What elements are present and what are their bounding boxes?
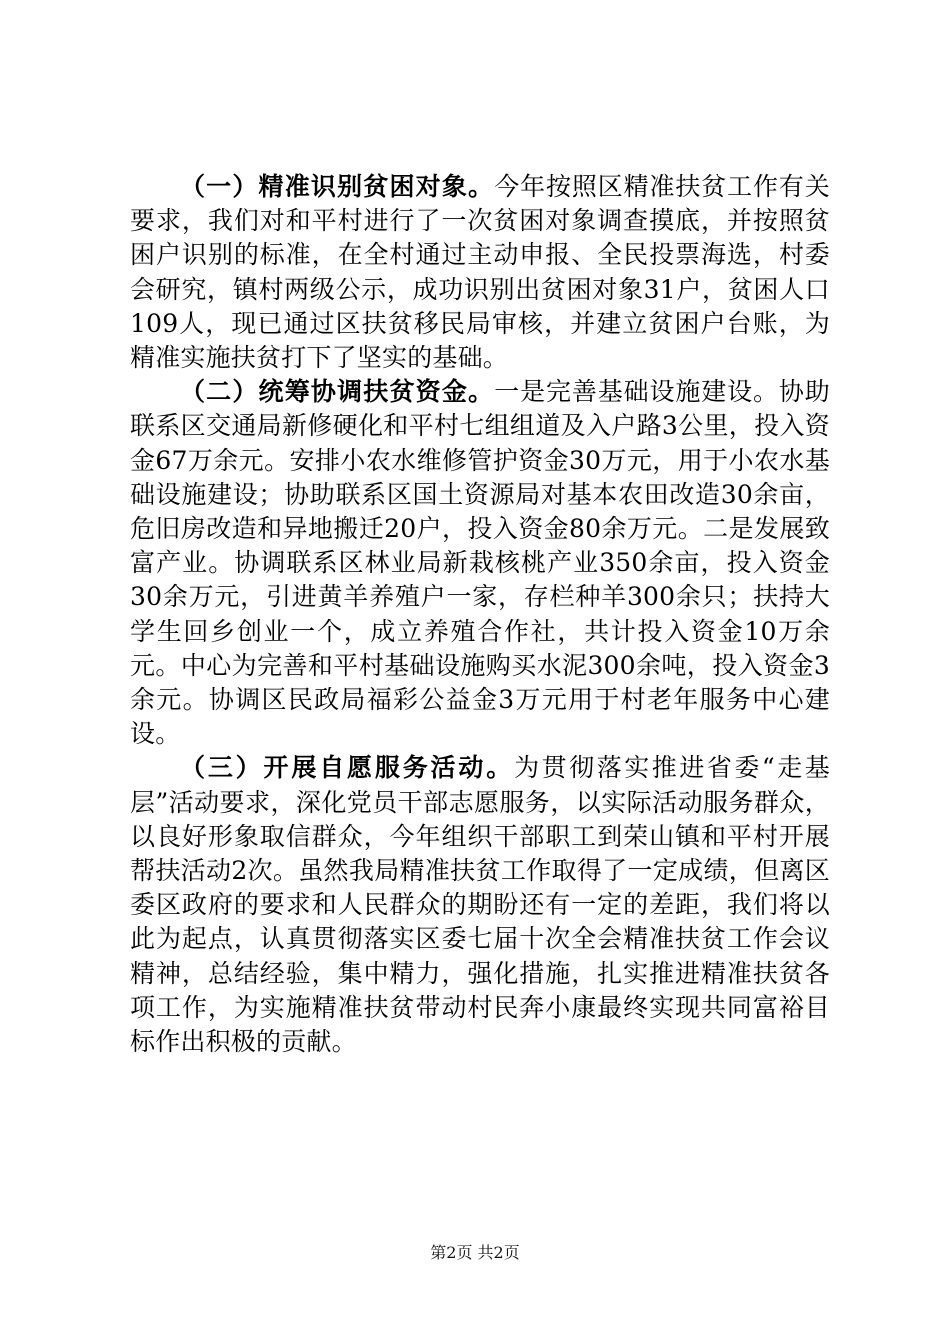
paragraph-text: 今年按照区精准扶贫工作有关要求，我们对和平村进行了一次贫困对象调查摸底，并按照贫困户识别的标准，在全村通过主动申报、全民投票海选，村委会研究，镇村两级公示，成功识别出贫困对象31户，贫困人口109人，现已通过区扶贫移民局审核，并建立贫困户台账，为精准实施扶贫打下了坚实的基础。 — [130, 172, 830, 373]
document-body — [130, 170, 830, 1059]
paragraph-identify-poor — [130, 170, 830, 375]
paragraph-text: 一是完善基础设施建设。协助联系区交通局新修硬化和平村七组组道及入户路3公里，投入资金67万余元。安排小农水维修管护资金30万元，用于小农水基础设施建设；协助联系区国土资源局对基本农田改造30余亩，危旧房改造和异地搬迁20户，投入资金80余万元。二是发展致富产业。协调联系区林业局新栽核桃产业350余亩，投入资金30余万元，引进黄羊养殖户一家，存栏种羊300余只；扶持大学生回乡创业一个，成立养殖合作社，共计投入资金10万余元。中心为完善和平村基础设施购买水泥300余吨，投入资金3余元。协调区民政局福彩公益金3万元用于村老年服务中心建设。 — [130, 377, 830, 749]
page-number-footer: 第2页 共2页 — [430, 1243, 520, 1262]
paragraph-volunteer-service — [130, 751, 830, 1059]
paragraph-heading: （一）精准识别贫困对象。 — [180, 172, 495, 201]
paragraph-heading: （二）统筹协调扶贫资金。 — [180, 377, 495, 407]
paragraph-text: 为贯彻落实推进省委“走基层”活动要求，深化党员干部志愿服务，以实际活动服务群众，以良好形象取信群众，今年组织干部职工到荣山镇和平村开展帮扶活动2次。虽然我局精准扶贫工作取得了一定成绩，但离区委区政府的要求和人民群众的期盼还有一定的差距，我们将以此为起点，认真贯彻落实区委七届十次全会精准扶贫工作会议精神，总结经验，集中精力，强化措施，扎实推进精准扶贫各项工作，为实施精准扶贫带动村民奔小康最终实现共同富裕目标作出积极的贡献。 — [130, 753, 830, 1057]
paragraph-coordinate-funds — [130, 375, 830, 751]
paragraph-heading: （三）开展自愿服务活动。 — [180, 753, 515, 783]
